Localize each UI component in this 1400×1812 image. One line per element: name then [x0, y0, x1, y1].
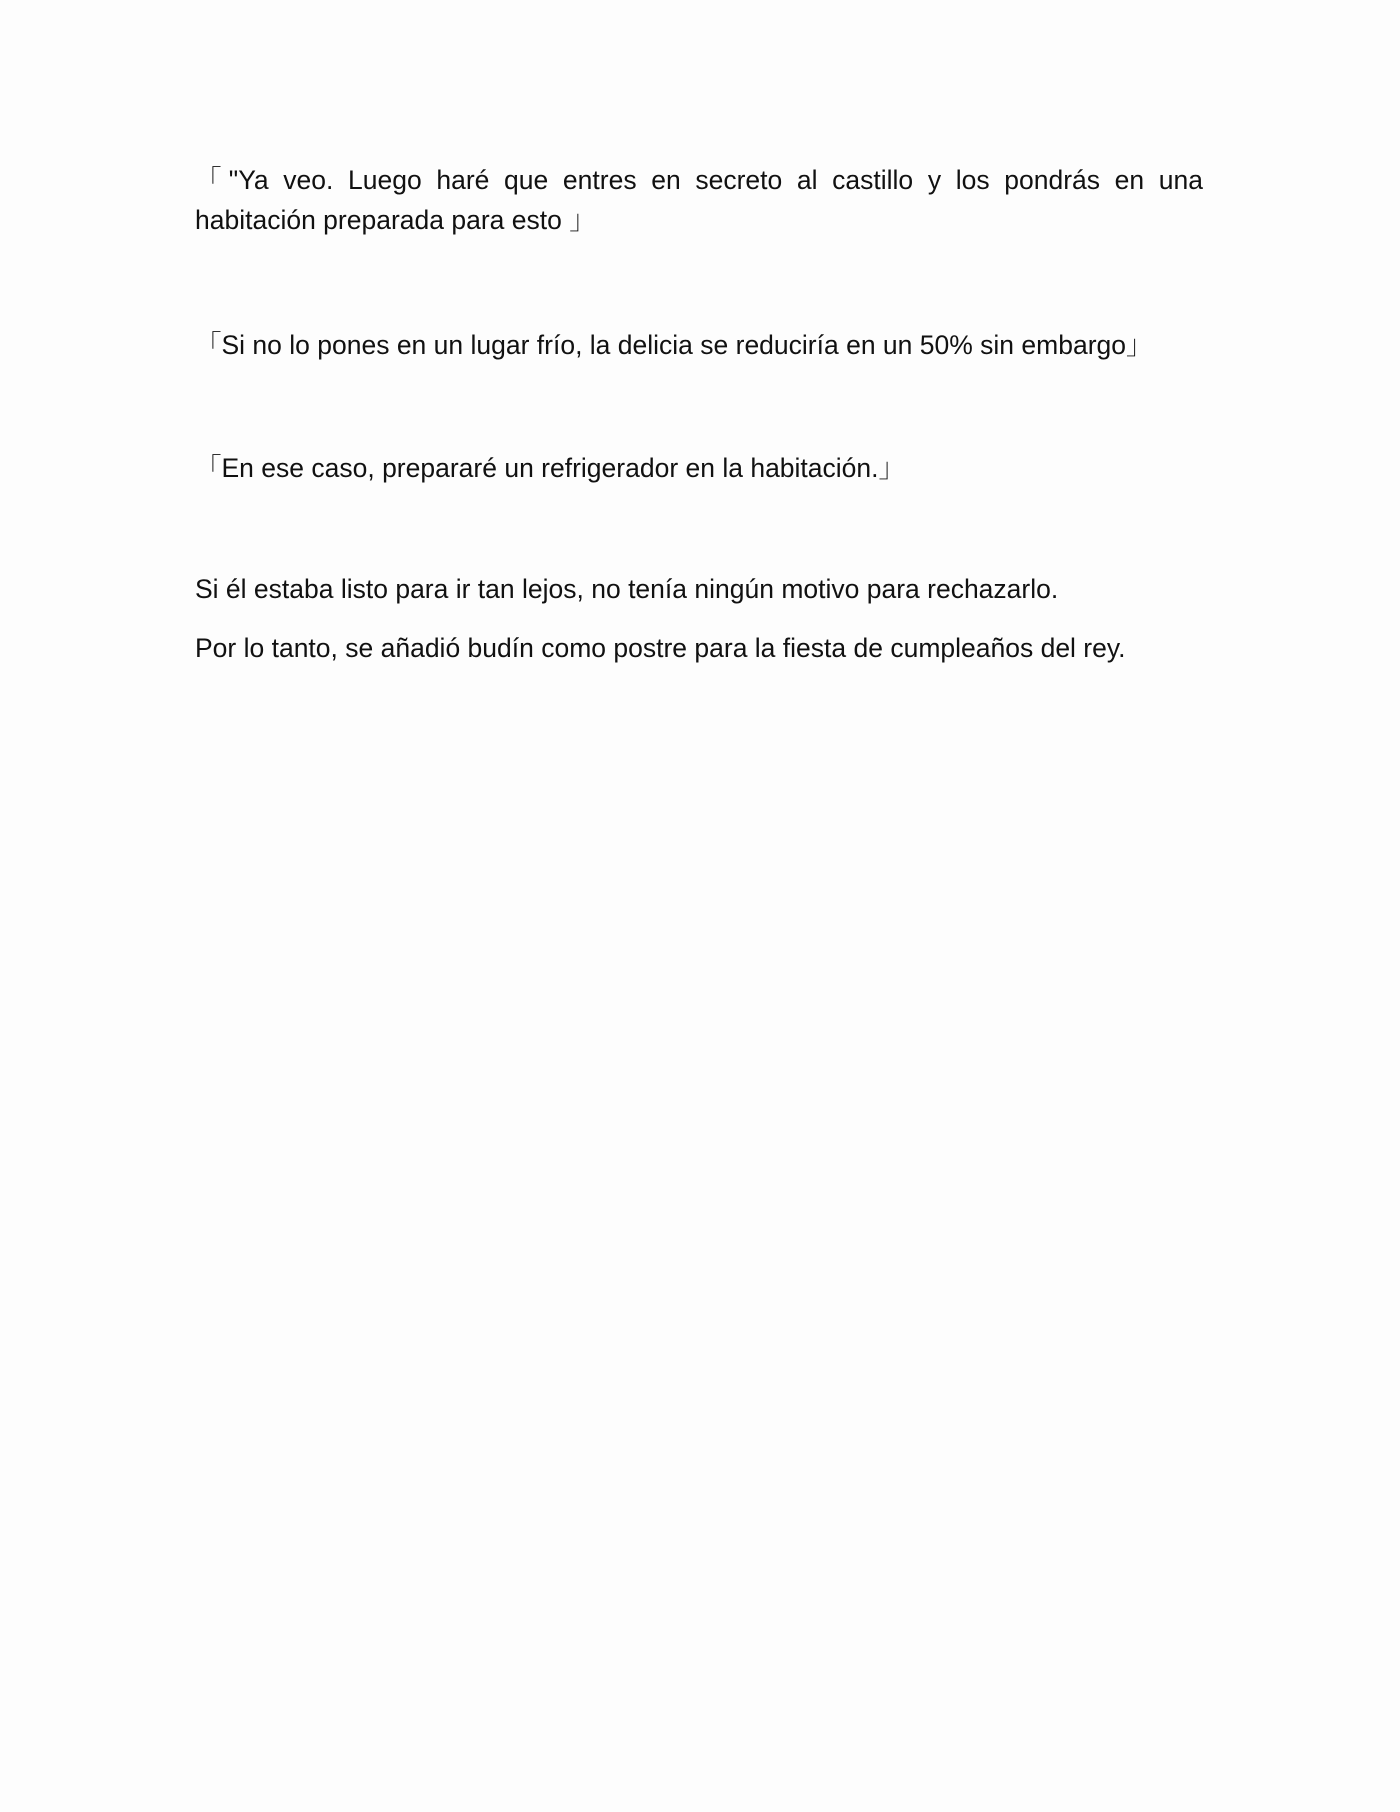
narration-paragraph-1: Si él estaba listo para ir tan lejos, no tenía ningún motivo para rechazarlo.	[195, 574, 1059, 604]
narration-paragraph-2: Por lo tanto, se añadió budín como postre para la fiesta de cumpleaños del rey.	[195, 633, 1126, 663]
dialogue-paragraph-2: 「Si no lo pones en un lugar frío, la delicia se reduciría en un 50% sin embargo」	[195, 330, 1153, 360]
dialogue-paragraph-1: 「"Ya veo. Luego haré que entres en secreto al castillo y los pondrás en una habitación preparada para esto 」	[195, 165, 1203, 235]
dialogue-paragraph-3: 「En ese caso, prepararé un refrigerador en la habitación.」	[195, 453, 906, 483]
